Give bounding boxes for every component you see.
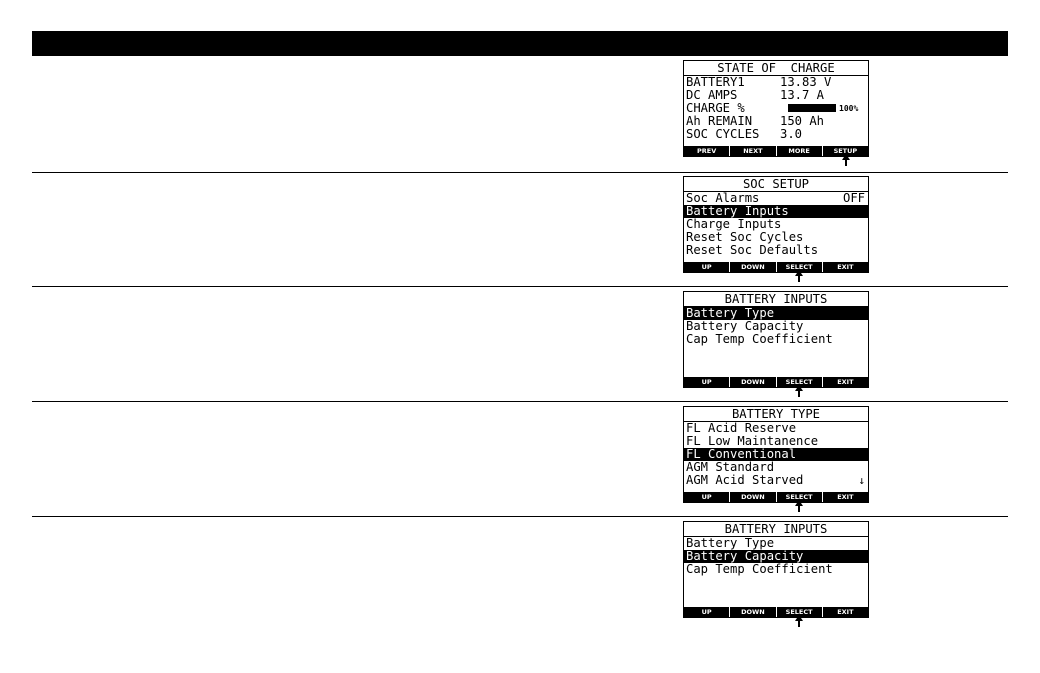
scroll-down-icon: ↓ — [858, 474, 865, 487]
softkey-down-button[interactable]: DOWN — [729, 262, 775, 272]
softkey-exit-button[interactable]: EXIT — [822, 492, 868, 502]
lcd-title: BATTERY INPUTS — [684, 522, 868, 537]
lcd-menu-item[interactable] — [684, 537, 868, 550]
row-divider — [521, 401, 1008, 402]
lcd-field-label: BATTERY1 — [686, 76, 745, 89]
lcd-field-value: 13.7 A — [780, 89, 825, 102]
softkey-up-button[interactable]: UP — [701, 608, 712, 616]
lcd-menu-item[interactable] — [684, 205, 868, 218]
lcd-menu-item[interactable] — [684, 563, 868, 576]
softkey-bar — [684, 607, 868, 617]
lcd-menu-item-label: Battery Capacity — [686, 320, 804, 333]
lcd-menu-item[interactable] — [684, 474, 868, 487]
lcd-title: SOC SETUP — [684, 177, 868, 192]
lcd-body — [684, 307, 868, 377]
pointer-arrow-stem — [798, 391, 800, 397]
table-header-bar — [32, 31, 1008, 56]
lcd-menu-item-label: Soc Alarms — [686, 192, 760, 205]
pointer-arrow-stem — [845, 160, 847, 166]
row-divider — [32, 172, 1008, 173]
lcd-menu-item[interactable] — [684, 320, 868, 333]
softkey-setup-button[interactable]: SETUP — [822, 146, 868, 156]
lcd-menu-item — [684, 89, 868, 102]
lcd-menu-item-label: FL Acid Reserve — [686, 422, 797, 435]
lcd-field-label: Ah REMAIN — [686, 115, 753, 128]
softkey-exit-button[interactable]: EXIT — [822, 262, 868, 272]
lcd-body — [684, 76, 868, 146]
lcd-menu-item — [684, 102, 868, 115]
lcd-menu-item[interactable] — [684, 333, 868, 346]
lcd-menu-item[interactable] — [684, 192, 868, 205]
softkey-select-button[interactable]: SELECT — [776, 607, 822, 617]
lcd-field-value: 150 Ah — [780, 115, 825, 128]
lcd-menu-item-label: AGM Acid Starved — [686, 474, 804, 487]
lcd-menu-item — [684, 128, 868, 141]
pointer-arrow-stem — [798, 506, 800, 512]
pointer-arrow-stem — [798, 621, 800, 627]
lcd-field-label: DC AMPS — [686, 89, 738, 102]
lcd-field-value: 13.83 V — [780, 76, 832, 89]
softkey-up-button[interactable]: UP — [701, 493, 712, 501]
lcd-menu-item-label: Charge Inputs — [686, 218, 782, 231]
lcd-title: STATE OF CHARGE — [684, 61, 868, 76]
softkey-bar — [684, 377, 868, 387]
row-divider — [32, 516, 1008, 517]
lcd-menu-item-label: Cap Temp Coefficient — [686, 563, 833, 576]
softkey-exit-button[interactable]: EXIT — [822, 607, 868, 617]
pointer-arrow-stem — [798, 276, 800, 282]
lcd-menu-item[interactable] — [684, 461, 868, 474]
lcd-menu-item[interactable] — [684, 244, 868, 257]
lcd-menu-item[interactable] — [684, 550, 868, 563]
lcd-menu-item-label: Battery Inputs — [686, 205, 789, 218]
lcd-field-label: SOC CYCLES — [686, 128, 760, 141]
lcd-menu-item[interactable] — [684, 307, 868, 320]
lcd-title: BATTERY TYPE — [684, 407, 868, 422]
softkey-bar — [684, 146, 868, 156]
lcd-screen — [683, 60, 869, 157]
lcd-body — [684, 192, 868, 262]
lcd-menu-item — [684, 115, 868, 128]
lcd-menu-item-label: Cap Temp Coefficient — [686, 333, 833, 346]
softkey-up-button[interactable]: UP — [701, 378, 712, 386]
lcd-screen — [683, 176, 869, 273]
softkey-bar — [684, 492, 868, 502]
charge-bar — [788, 104, 836, 112]
lcd-menu-item — [684, 76, 868, 89]
lcd-menu-item-label: FL Low Maintanence — [686, 435, 819, 448]
lcd-screen — [683, 291, 869, 388]
lcd-menu-item-value: OFF — [842, 192, 865, 205]
lcd-menu-item[interactable] — [684, 231, 868, 244]
softkey-down-button[interactable]: DOWN — [729, 607, 775, 617]
lcd-body — [684, 537, 868, 607]
softkey-more-button[interactable]: MORE — [776, 146, 822, 156]
lcd-menu-item-label: Battery Type — [686, 307, 775, 320]
softkey-down-button[interactable]: DOWN — [729, 377, 775, 387]
lcd-menu-item[interactable] — [684, 448, 868, 461]
lcd-menu-item-label: Reset Soc Defaults — [686, 244, 819, 257]
lcd-field-value: 3.0 — [780, 128, 803, 141]
lcd-title: BATTERY INPUTS — [684, 292, 868, 307]
row-divider — [521, 286, 1008, 287]
softkey-down-button[interactable]: DOWN — [729, 492, 775, 502]
softkey-bar — [684, 262, 868, 272]
lcd-body — [684, 422, 868, 492]
softkey-next-button[interactable]: NEXT — [729, 146, 775, 156]
lcd-menu-item[interactable] — [684, 218, 868, 231]
softkey-prev-button[interactable]: PREV — [697, 147, 717, 155]
lcd-screen — [683, 406, 869, 503]
charge-bar-percent: 100% — [839, 104, 859, 113]
softkey-select-button[interactable]: SELECT — [776, 262, 822, 272]
softkey-up-button[interactable]: UP — [701, 263, 712, 271]
lcd-menu-item-label: Reset Soc Cycles — [686, 231, 804, 244]
softkey-select-button[interactable]: SELECT — [776, 377, 822, 387]
lcd-menu-item-label: FL Conventional — [686, 448, 797, 461]
softkey-select-button[interactable]: SELECT — [776, 492, 822, 502]
lcd-menu-item[interactable] — [684, 435, 868, 448]
lcd-field-label: CHARGE % — [686, 102, 745, 115]
lcd-menu-item-label: AGM Standard — [686, 461, 775, 474]
lcd-menu-item-label: Battery Capacity — [686, 550, 804, 563]
lcd-screen — [683, 521, 869, 618]
lcd-menu-item[interactable] — [684, 422, 868, 435]
lcd-menu-item-label: Battery Type — [686, 537, 775, 550]
softkey-exit-button[interactable]: EXIT — [822, 377, 868, 387]
